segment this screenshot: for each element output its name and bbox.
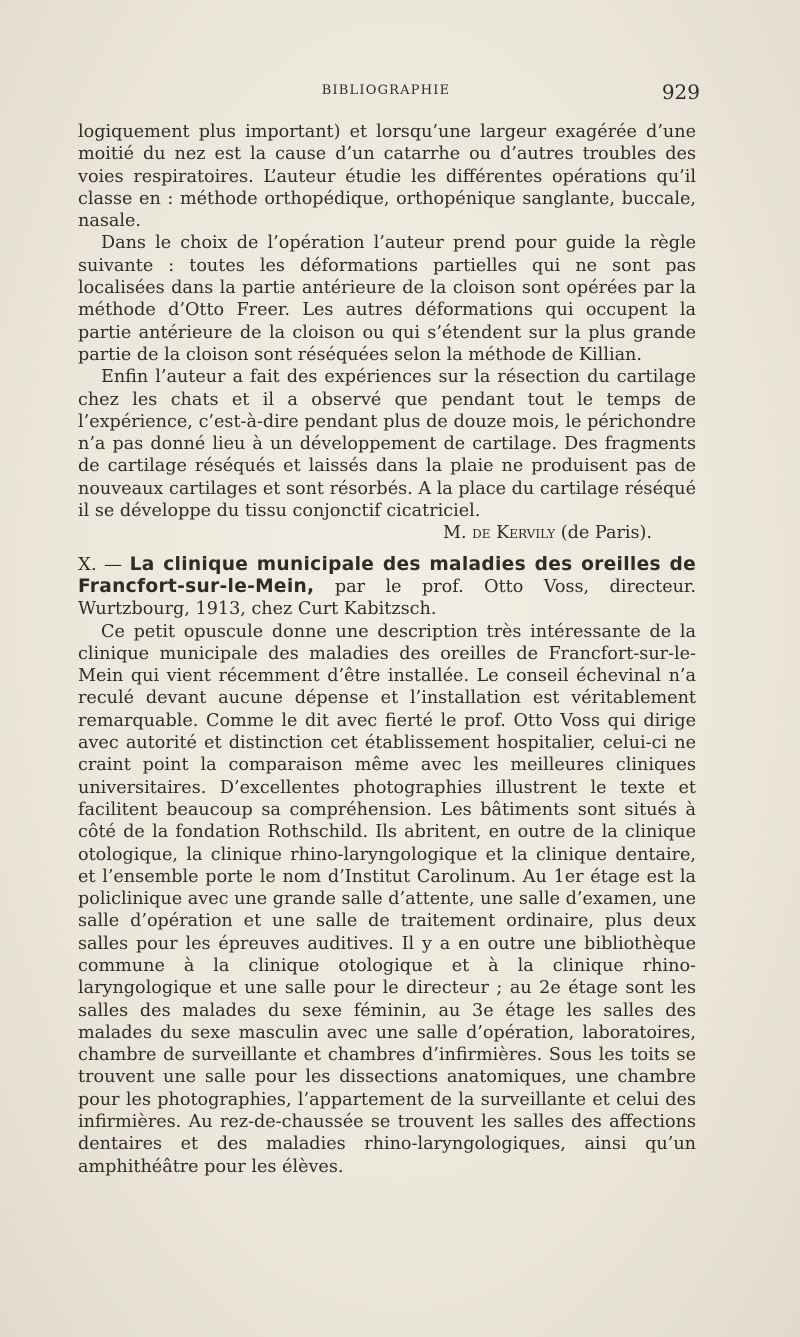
section-x-label: X. —	[78, 553, 123, 575]
signature-place: (de Paris).	[560, 523, 652, 544]
section-x-publication: Wurtzbourg, 1913, chez Curt Kabitzsch.	[78, 599, 437, 620]
signature-particle: de	[472, 523, 491, 544]
section-x-author: par le prof. Otto Voss, directeur.	[334, 576, 697, 597]
review-signature	[78, 522, 696, 544]
section-x-heading	[78, 554, 696, 621]
page-number: 929	[661, 80, 700, 104]
paragraph-continuation: logiquement plus important) et lorsqu’une largeur exagérée d’une moitié du nez est la cause d’un catarrhe ou d’autres troubles des voies respiratoires. L’auteur étudie les différentes opérations qu’il classe en : méthode orthopédique, orthopénique sanglante, buccale, nasale.	[78, 122, 696, 232]
page-header	[78, 80, 700, 104]
paragraph-experiments: Enfin l’auteur a fait des expériences sur la résection du cartilage chez les chats et il a observé que pendant tout le temps de l’expérience, c’est-à-dire pendant plus de douze mois, le périchondre n’a pas donné lieu à un développement de cartilage. Des fragments de cartilage réséqués et laissés dans la plaie ne produisent pas de nouveaux cartilages et sont résorbés. A la place du cartilage réséqué il se développe du tissu conjonctif cicatriciel.	[78, 367, 696, 522]
paragraph-operation-choice: Dans le choix de l’opération l’auteur prend pour guide la règle suivante : toutes les déformations partielles qui ne sont pas localisées dans la partie antérieure de la cloison sont opérées par la méthode d’Otto Freer. Les autres déformations qui occupent la partie antérieure de la cloison ou qui s’étendent sur la plus grande partie de la cloison sont réséquées selon la méthode de Killian.	[78, 233, 696, 365]
section-x-title: La clinique municipale des maladies des oreilles de Francfort-sur-le-Mein,	[78, 553, 697, 597]
body-text	[78, 121, 696, 1178]
running-head: BIBLIOGRAPHIE	[321, 83, 451, 98]
signature-name: Kervily	[496, 523, 556, 544]
paragraph-clinic-description: Ce petit opuscule donne une description très intéressante de la clinique municipale des maladies des oreilles de Francfort-sur-le-Mein qui vient récemment d’être installée. Le conseil échevinal n’a reculé devant aucune dépense et l’installation est véritablement remarquable. Comme le dit avec fierté le prof. Otto Voss qui dirige avec autorité et distinction cet établissement hospitalier, celui-ci ne craint point la comparaison même avec les meilleures cliniques universitaires. D’excellentes photographies illustrent le texte et facilitent beaucoup sa compréhension. Les bâtiments sont situés à côté de la fondation Rothschild. Ils abritent, en outre de la clinique otologique, la clinique rhino-laryngologique et la clinique dentaire, et l’ensemble porte le nom d’Institut Carolinum. Au 1er étage est la policlinique avec une grande salle d’attente, une salle d’examen, une salle d’opération et une salle de traitement ordinaire, plus deux salles pour les épreuves auditives. Il y a en outre une bibliothèque commune à la clinique otologique et à la clinique rhino-laryngologique et une salle pour le directeur ; au 2e étage sont les salles des malades du sexe féminin, au 3e étage les salles des malades du sexe masculin avec une salle d’opération, laboratoires, chambre de surveillante et chambres d’infirmières. Sous les toits se trouvent une salle pour les dissections anatomiques, une chambre pour les photographies, l’appartement de la surveillante et celui des infirmières. Au rez-de-chaussée se trouvent les salles des affections dentaires et des maladies rhino-laryngologiques, ainsi qu’un amphithéâtre pour les élèves.	[78, 621, 696, 1177]
signature-initial: M.	[442, 523, 467, 544]
